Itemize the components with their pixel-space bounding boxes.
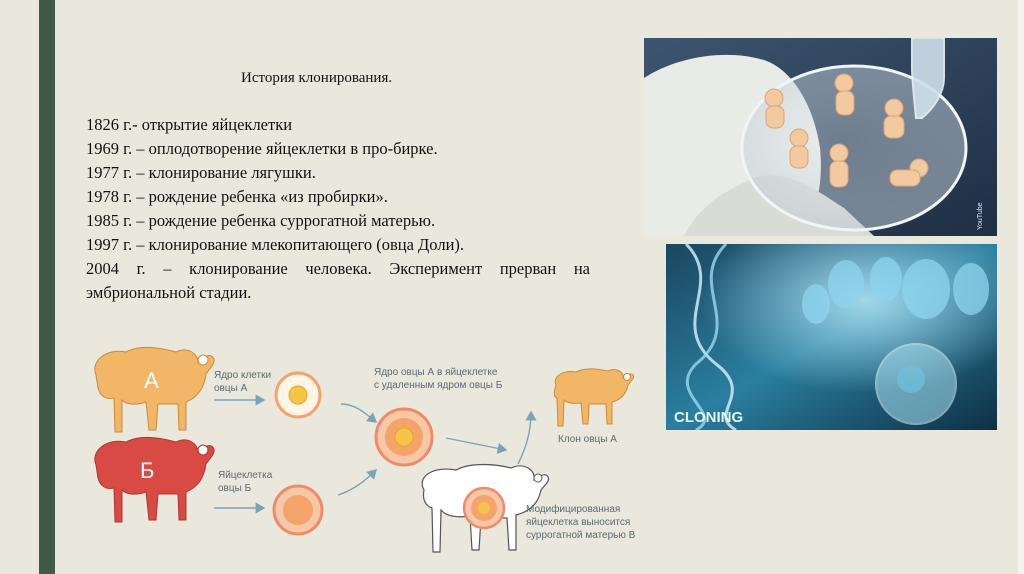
combined-cell bbox=[376, 409, 432, 465]
clone-sheep bbox=[554, 369, 633, 426]
petri-dish-photo bbox=[644, 38, 997, 236]
egg-label: Яйцеклетка овцы Б bbox=[218, 470, 273, 494]
cloning-collage-photo bbox=[666, 244, 997, 430]
timeline-item: 1985 г. – рождение ребенка суррогатной матерью. bbox=[86, 211, 436, 230]
right-edge-strip bbox=[1018, 0, 1024, 574]
sheep-b-letter: Б bbox=[140, 458, 155, 483]
cloning-diagram bbox=[86, 340, 646, 562]
surrogate-label: Модифицированная яйцеклетка выносится суррогатной матерью В bbox=[526, 504, 636, 541]
timeline-item: 1826 г.- открытие яйцеклетки bbox=[86, 115, 293, 134]
cloning-caption: CLONING bbox=[674, 409, 744, 426]
timeline-item: 1969 г. – оплодотворение яйцеклетки в про-бирке. bbox=[86, 139, 438, 158]
nucleus-label: Ядро клетки овцы А bbox=[214, 370, 272, 394]
sheep-b bbox=[95, 437, 214, 522]
left-accent-bar bbox=[39, 0, 55, 574]
sheep-a bbox=[95, 347, 214, 432]
sheep-a-letter: А bbox=[144, 368, 159, 393]
svg-text:YouTube: YouTube bbox=[977, 202, 984, 230]
nucleus-cell bbox=[276, 373, 320, 417]
egg-cell bbox=[274, 486, 322, 534]
timeline-item: 2004 г. – клонирование человека. Эксперимент прерван на эмбриональной стадии. bbox=[86, 259, 590, 302]
timeline-item: 1977 г. – клонирование лягушки. bbox=[86, 163, 316, 182]
combined-label: Ядро овцы А в яйцеклетке с удаленным ядром овцы Б bbox=[374, 367, 503, 391]
slide-title: История клонирования. bbox=[241, 70, 393, 86]
clone-label: Клон овцы А bbox=[558, 434, 617, 445]
timeline-item: 1978 г. – рождение ребенка «из пробирки». bbox=[86, 187, 388, 206]
timeline-item: 1997 г. – клонирование млекопитающего (овца Доли). bbox=[86, 235, 465, 254]
timeline-list bbox=[86, 113, 590, 305]
